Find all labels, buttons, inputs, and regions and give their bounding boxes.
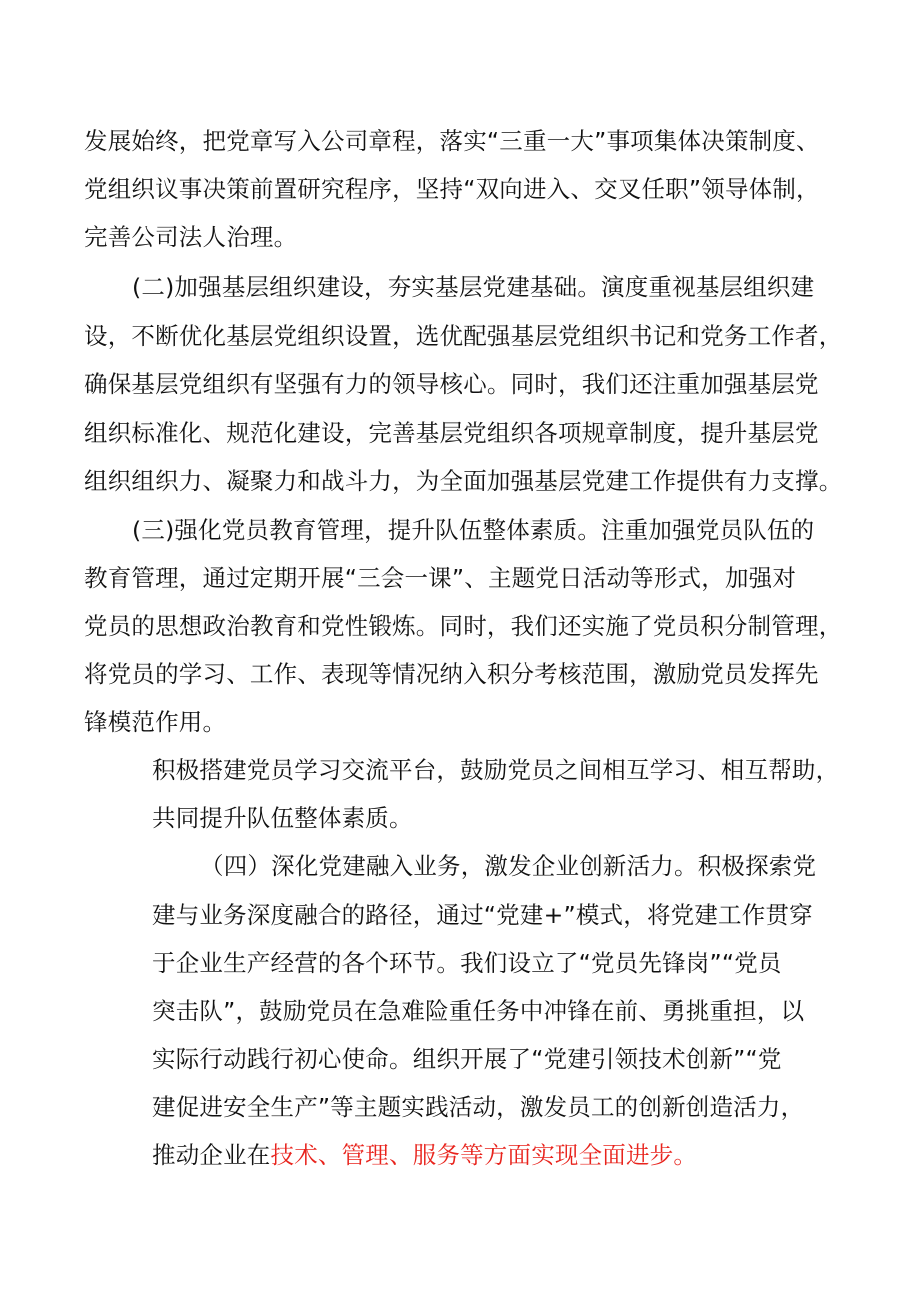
text-line-10: 教育管理，通过定期开展“三会一课”、主题党日活动等形式，加强对	[84, 564, 797, 592]
text-line-22	[152, 1139, 697, 1171]
text-line-11: 党员的思想政治教育和党性锻炼。同时，我们还实施了党员积分制管理，	[84, 612, 843, 640]
highlighted-text: 技术、管理、服务等方面实现全面进步。	[270, 1141, 698, 1169]
text-line-15: 共同提升队伍整体素质。	[152, 804, 413, 832]
text-line-20: 实际行动践行初心使命。组织开展了“党建引领技术创新”“党	[152, 1045, 782, 1073]
text-line-12: 将党员的学习、工作、表现等情况纳入积分考核范围，激励党员发挥先	[84, 660, 819, 688]
text-line-22-normal: 推动企业在	[152, 1141, 271, 1169]
text-line-5: 设，不断优化基层党组织设置，选优配强基层党组织书记和党务工作者，	[84, 322, 843, 350]
section-4-heading-line: （四）深化党建融入业务，激发企业创新活力。积极探索党	[200, 852, 817, 880]
text-line-1: 发展始终，把党章写入公司章程，落实“三重一大”事项集体决策制度、	[84, 127, 820, 155]
text-line-17: 建与业务深度融合的路径，通过“党建+”模式，将党建工作贯穿	[152, 901, 813, 929]
text-line-14: 积极搭建党员学习交流平台，鼓励党员之间相互学习、相互帮助，	[152, 756, 840, 784]
text-line-3: 完善公司法人治理。	[84, 223, 298, 251]
text-line-21: 建促进安全生产”等主题实践活动，激发员工的创新创造活力，	[152, 1093, 805, 1121]
text-line-18: 于企业生产经营的各个环节。我们设立了“党员先锋岗”“党员	[152, 949, 782, 977]
section-2-heading-line: (二)加强基层组织建设，夯实基层党建基础。演度重视基层组织建	[132, 273, 815, 301]
text-line-13: 锋模范作用。	[84, 708, 227, 736]
text-line-6: 确保基层党组织有坚强有力的领导核心。同时，我们还注重加强基层党	[84, 370, 819, 398]
text-line-8: 组织组织力、凝聚力和战斗力，为全面加强基层党建工作提供有力支撑。	[84, 467, 843, 495]
text-line-7: 组织标准化、规范化建设，完善基层党组织各项规章制度，提升基层党	[84, 419, 819, 447]
text-line-19: 突击队”，鼓励党员在急难险重任务中冲锋在前、勇挑重担，以	[152, 997, 805, 1025]
text-line-2: 党组织议事决策前置研究程序，坚持“双向进入、交叉任职”领导体制，	[84, 175, 820, 203]
section-3-heading-line: (三)强化党员教育管理，提升队伍整体素质。注重加强党员队伍的	[132, 516, 815, 544]
